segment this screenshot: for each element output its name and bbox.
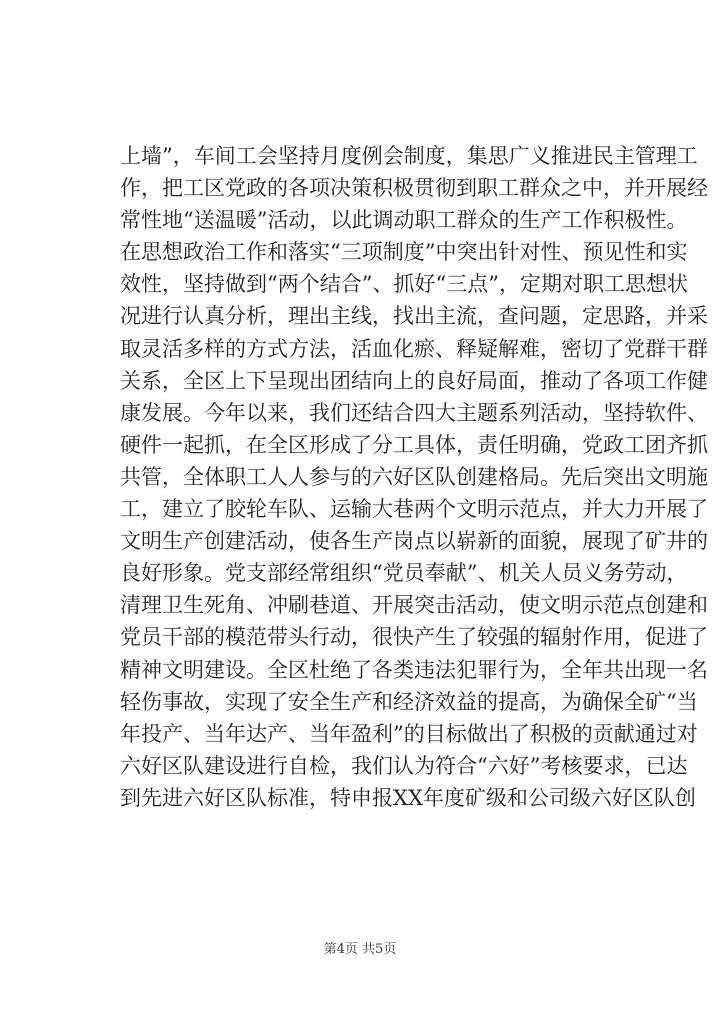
text-line: 况进行认真分析，理出主线，找出主流，查问题，定思路，并采 (120, 304, 708, 329)
text-line: 取灵活多样的方式方法，活血化瘀、释疑解难，密切了党群干群 (120, 336, 708, 361)
text-line: 效性，坚持做到“两个结合”、抓好“三点”，定期对职工思想状 (120, 272, 688, 297)
text-line: 上墙”，车间工会坚持月度例会制度，集思广义推进民主管理工 (120, 144, 698, 168)
text-line: 年投产、当年达产、当年盈利”的目标做出了积极的贡献通过对 (120, 721, 698, 746)
text-line: 关系，全区上下呈现出团结向上的良好局面，推动了各项工作健 (120, 368, 708, 393)
text-line: 硬件一起抓，在全区形成了分工具体，责任明确，党政工团齐抓 (120, 432, 708, 457)
text-line: 清理卫生死角、冲刷巷道、开展突击活动，使文明示范点创建和 (120, 593, 708, 618)
text-line: 共管，全体职工人人参与的六好区队创建格局。先后突出文明施 (120, 464, 708, 489)
page-footer: 第4页 共5页 (323, 942, 397, 957)
text-line: 党员干部的模范带头行动，很快产生了较强的辐射作用，促进了 (120, 625, 708, 650)
text-line: 到先进六好区队标准，特申报XX年度矿级和公司级六好区队创 (120, 785, 696, 810)
text-line: 良好形象。党支部经常组织“党员奉献”、机关人员义务劳动， (120, 561, 688, 586)
text-line: 精神文明建设。全区杜绝了各类违法犯罪行为，全年共出现一名 (120, 657, 708, 682)
text-line: 工，建立了胶轮车队、运输大巷两个文明示范点，并大力开展了 (120, 497, 708, 522)
text-line: 在思想政治工作和落实“三项制度”中突出针对性、预见性和实 (120, 240, 688, 265)
text-line: 轻伤事故，实现了安全生产和经济效益的提高，为确保全矿“当 (120, 689, 698, 714)
text-line: 文明生产创建活动，使各生产岗点以崭新的面貌，展现了矿井的 (120, 529, 708, 554)
text-line: 康发展。今年以来，我们还结合四大主题系列活动，坚持软件、 (120, 400, 708, 425)
body-paragraph (120, 140, 708, 814)
text-line: 六好区队建设进行自检，我们认为符合“六好”考核要求，已达 (120, 753, 688, 778)
text-line: 常性地“送温暖”活动，以此调动职工群众的生产工作积极性。 (120, 208, 688, 233)
text-line: 作，把工区党政的各项决策积极贯彻到职工群众之中，并开展经 (120, 176, 708, 201)
